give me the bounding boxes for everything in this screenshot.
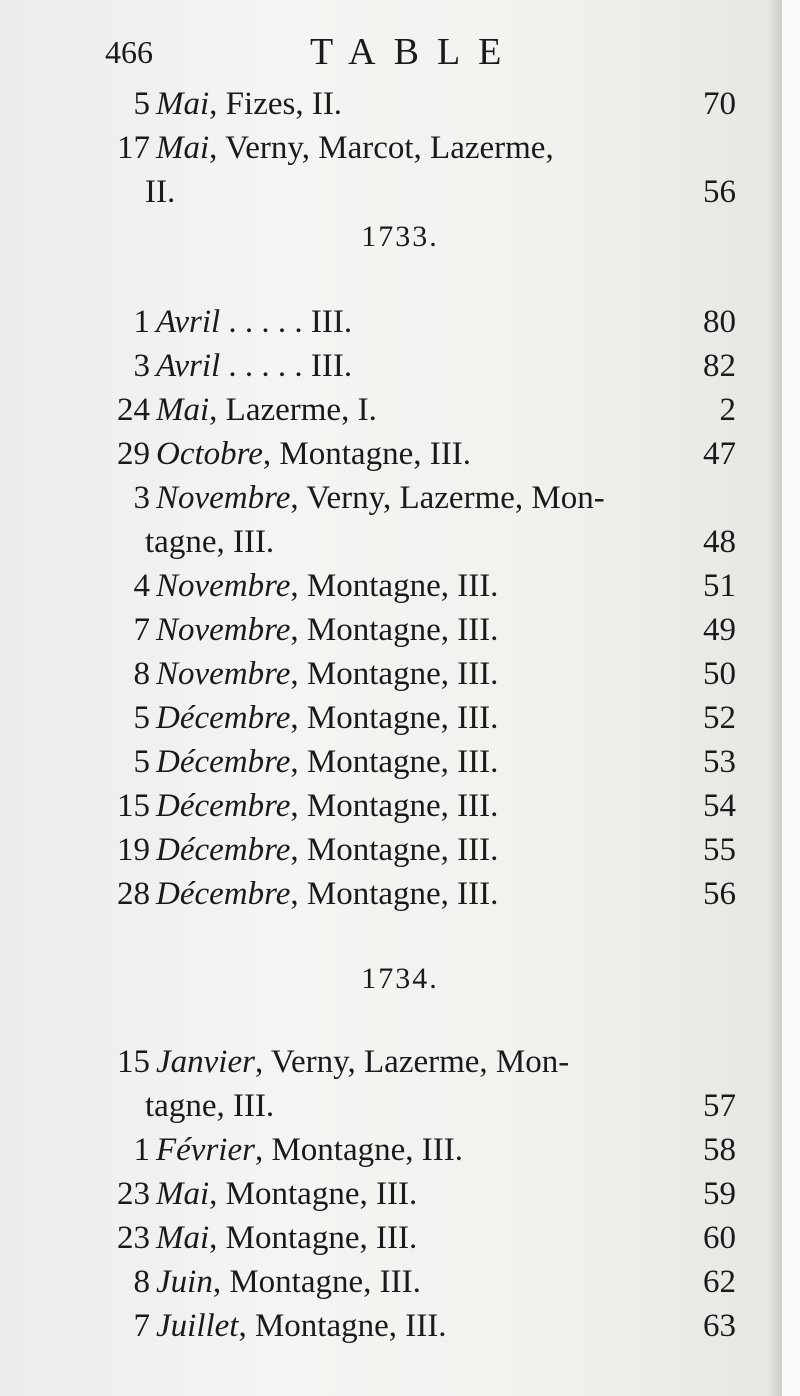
entry-text: , Montagne, III. [212, 1264, 421, 1300]
entry-text: tagne, III. [145, 1088, 275, 1124]
entry-day: 23 [117, 1220, 150, 1256]
entry-day: 3 [133, 348, 150, 384]
entry-text: , Montagne, III. [262, 436, 471, 472]
entry-day: 4 [133, 568, 150, 604]
entry-month: Décembre [156, 832, 291, 868]
entry-page: 53 [703, 744, 736, 780]
entry-text: , Montagne, III. [290, 568, 499, 604]
table-row [100, 608, 736, 652]
entry-text: . . . . . III. [220, 304, 353, 340]
entry-page: 50 [703, 656, 736, 692]
entry-day: 19 [117, 832, 150, 868]
entry-day: 7 [133, 612, 150, 648]
entry-month: Mai [156, 1176, 210, 1212]
entry-day: 7 [133, 1308, 150, 1344]
entry-page: 55 [703, 832, 736, 868]
table-row-continuation [145, 170, 736, 214]
table-row-continuation [145, 520, 736, 564]
table-row [100, 1128, 736, 1172]
entry-text: , Verny, Lazerme, Mon- [254, 1044, 570, 1080]
table-row [100, 1040, 736, 1084]
table-row [100, 1260, 736, 1304]
entry-text: II. [145, 174, 176, 210]
entry-page: 58 [703, 1132, 736, 1168]
running-title: TABLE [310, 31, 520, 73]
entry-text: , Lazerme, I. [209, 392, 377, 428]
entry-page: 51 [703, 568, 736, 604]
entry-day: 28 [117, 876, 150, 912]
entry-page: 62 [703, 1264, 736, 1300]
entry-text: , Montagne, III. [209, 1176, 418, 1212]
entry-month: Novembre [156, 480, 291, 516]
table-row [100, 1216, 736, 1260]
entry-text: , Montagne, III. [290, 612, 499, 648]
entry-day: 1 [133, 304, 150, 340]
entry-page: 54 [703, 788, 736, 824]
page-number: 466 [105, 34, 153, 70]
table-row [100, 696, 736, 740]
entry-month: Novembre [156, 568, 291, 604]
entry-text: , Montagne, III. [209, 1220, 418, 1256]
entry-text: , Verny, Marcot, Lazerme, [209, 130, 554, 166]
entry-month: Décembre [156, 788, 291, 824]
entry-text: , Montagne, III. [290, 788, 499, 824]
table-row [100, 872, 736, 916]
entry-day: 17 [117, 130, 150, 166]
table-row [100, 564, 736, 608]
entry-day: 15 [117, 788, 150, 824]
entry-page: 52 [703, 700, 736, 736]
entry-month: Mai [156, 392, 210, 428]
entry-text: , Montagne, III. [290, 700, 499, 736]
entry-page: 70 [703, 86, 736, 122]
table-row-continuation [145, 1084, 736, 1128]
entry-month: Décembre [156, 700, 291, 736]
entry-page: 60 [703, 1220, 736, 1256]
entry-page: 63 [703, 1308, 736, 1344]
entry-day: 1 [133, 1132, 150, 1168]
entry-day: 23 [117, 1176, 150, 1212]
entry-day: 5 [133, 700, 150, 736]
table-row [100, 784, 736, 828]
entry-page: 47 [703, 436, 736, 472]
entry-day: 5 [133, 86, 150, 122]
entry-text: , Fizes, II. [209, 86, 343, 122]
entry-page: 80 [703, 304, 736, 340]
table-row [100, 1172, 736, 1216]
entry-day: 5 [133, 744, 150, 780]
entry-text: , Montagne, III. [254, 1132, 463, 1168]
entry-month: Novembre [156, 612, 291, 648]
entry-month: Décembre [156, 744, 291, 780]
table-row [100, 126, 736, 170]
entry-page: 57 [703, 1088, 736, 1124]
entry-month: Juillet [156, 1308, 239, 1344]
entry-month: Juin [156, 1264, 213, 1300]
entry-text: tagne, III. [145, 524, 275, 560]
entry-day: 15 [117, 1044, 150, 1080]
entry-page: 48 [703, 524, 736, 560]
table-row [100, 82, 736, 126]
entry-day: 29 [117, 436, 150, 472]
entry-day: 8 [133, 1264, 150, 1300]
table-row [100, 740, 736, 784]
entry-page: 49 [703, 612, 736, 648]
table-row [100, 1304, 736, 1348]
entry-month: Octobre [156, 436, 263, 472]
entry-month: Mai [156, 130, 210, 166]
table-row [100, 476, 736, 520]
entry-day: 24 [117, 392, 150, 428]
entry-page: 56 [703, 174, 736, 210]
table-row [100, 344, 736, 388]
page-header [105, 30, 730, 80]
year-heading-1734: 1734. [361, 962, 439, 995]
page-edge [782, 0, 800, 1396]
entry-day: 8 [133, 656, 150, 692]
entry-day: 3 [133, 480, 150, 516]
entry-page: 56 [703, 876, 736, 912]
entry-month: Mai [156, 1220, 210, 1256]
entry-text: , Verny, Lazerme, Mon- [290, 480, 605, 516]
table-row [100, 300, 736, 344]
year-heading-1733: 1733. [361, 220, 439, 253]
table-row [100, 828, 736, 872]
entry-page: 59 [703, 1176, 736, 1212]
entry-page: 2 [719, 392, 736, 428]
entry-month: Décembre [156, 876, 291, 912]
table-row [100, 652, 736, 696]
table-row [100, 432, 736, 476]
entry-month: Avril [156, 304, 221, 340]
entry-text: , Montagne, III. [290, 656, 499, 692]
entry-month: Avril [156, 348, 221, 384]
entry-month: Mai [156, 86, 210, 122]
entry-text: . . . . . III. [220, 348, 353, 384]
entry-month: Novembre [156, 656, 291, 692]
table-row [100, 388, 736, 432]
entry-text: , Montagne, III. [290, 832, 499, 868]
entry-month: Février [156, 1132, 255, 1168]
entry-page: 82 [703, 348, 736, 384]
entry-text: , Montagne, III. [290, 876, 499, 912]
entry-month: Janvier [156, 1044, 255, 1080]
entry-text: , Montagne, III. [290, 744, 499, 780]
entry-text: , Montagne, III. [238, 1308, 447, 1344]
